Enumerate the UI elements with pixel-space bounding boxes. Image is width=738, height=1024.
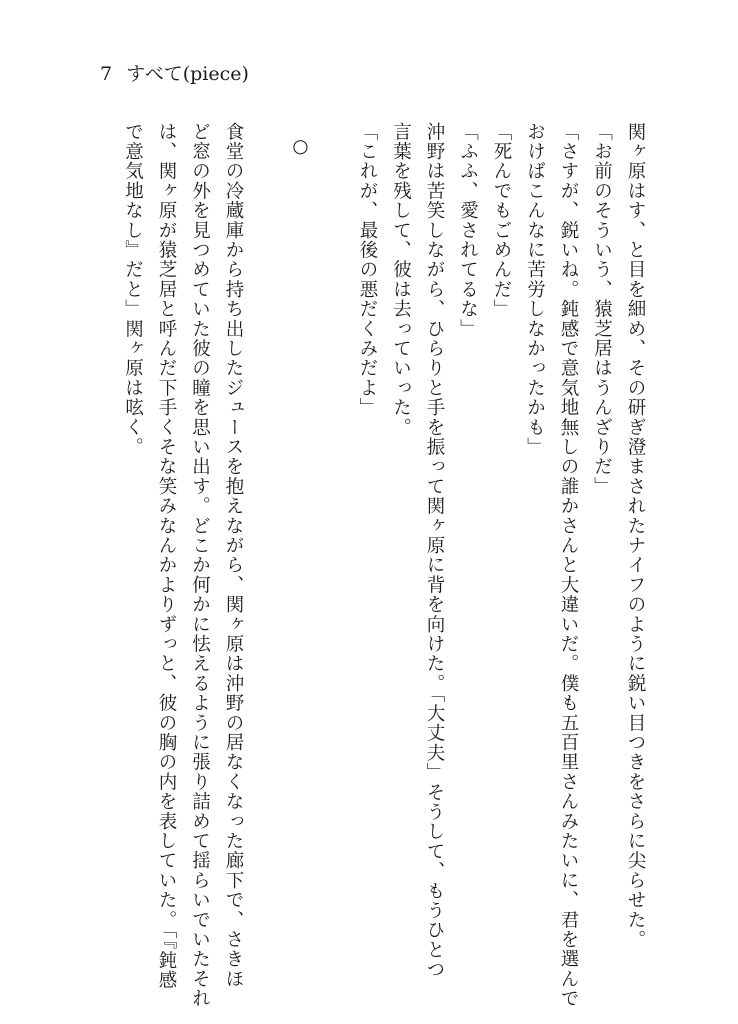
page-number: 7 (100, 63, 113, 85)
text-line: ど窓の外を見つめていた彼の瞳を思い出す。どこか何かに怯えるように張り詰めて揺らいでいたそれ (189, 122, 211, 1009)
text-line: 「ふふ、愛されてるな」 (457, 122, 479, 339)
scene-separator: ○ (290, 136, 311, 159)
text-line: 「死んでもごめんだ」 (491, 122, 512, 319)
running-title: すべて(piece) (126, 63, 249, 85)
text-line: は、関ヶ原が猿芝居と呼んだ下手くそな笑みなんかよりずっと、彼の胸の内を表していた。「『鈍感 (156, 122, 177, 990)
text-line: 食堂の冷蔵庫から持ち出したジュースを抱えながら、関ヶ原は沖野の居なくなった廊下で、さきほ (223, 122, 244, 989)
text-line: おけばこんなに苦労しなかったかも」 (524, 122, 546, 457)
text-line: で意気地なし』だと」関ヶ原は呟く。 (122, 122, 144, 457)
text-line: 言葉を残して、彼は去っていった。 (390, 122, 412, 438)
blank-line (317, 122, 351, 922)
text-line: 「お前のそういう、猿芝居はうんざりだ」 (591, 122, 613, 497)
text-line: 関ヶ原はす、と目を細め、その研ぎ澄まされたナイフのように鋭い目つきをさらに尖らせた。 (625, 122, 646, 950)
text-line: 「さすが、鋭いね。鈍感で意気地無しの誰かさんと大違いだ。僕も五百里さんみたいに、君を選んで (558, 122, 579, 1009)
page-header (100, 62, 249, 86)
text-line: 沖野は苦笑しながら、ひらりと手を振って関ヶ原に背を向けた。「大丈夫」そうして、もうひとつ (424, 122, 445, 980)
text-line: 「これが、最後の悪だくみだよ」 (357, 122, 378, 418)
vertical-body-text (116, 122, 652, 1009)
blank-line (250, 122, 284, 922)
